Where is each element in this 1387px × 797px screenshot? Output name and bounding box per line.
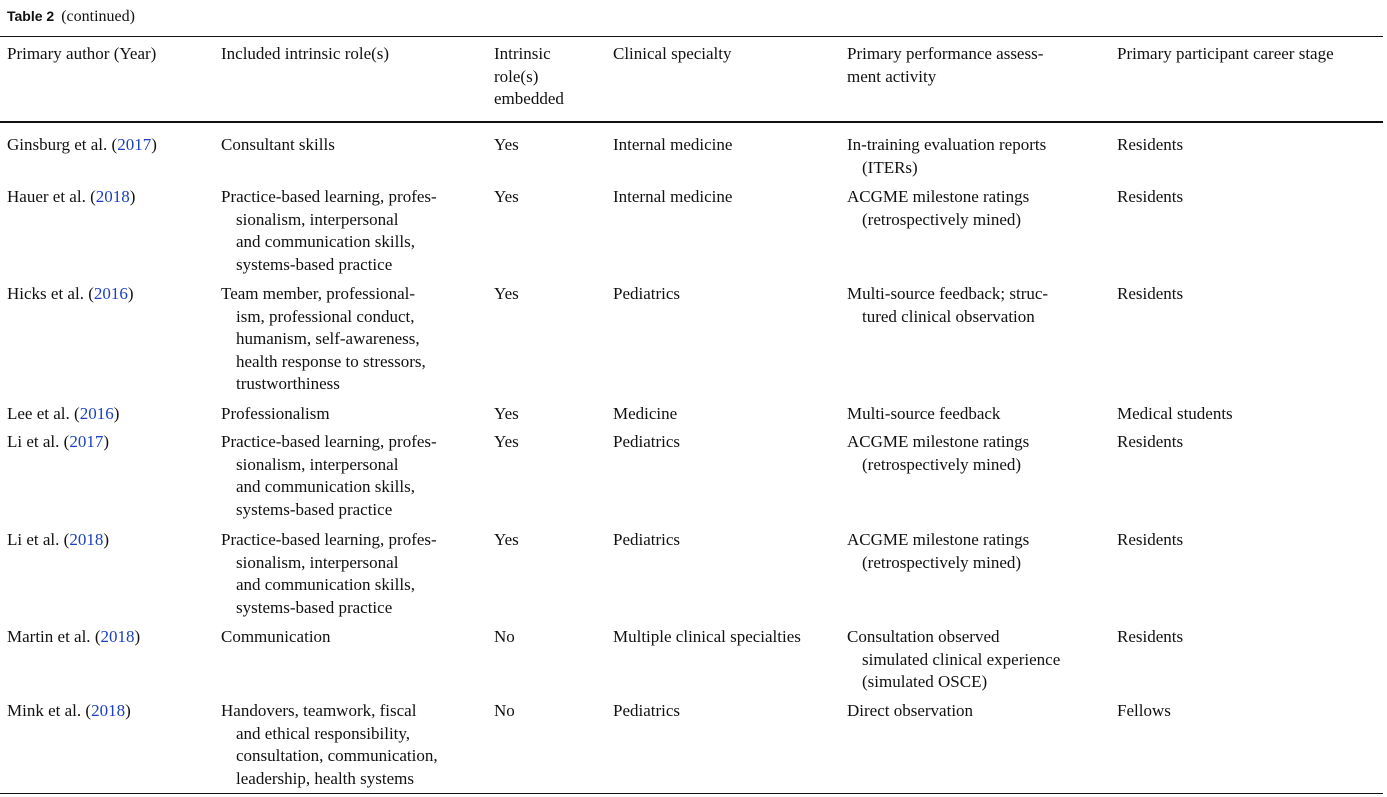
specialty-cell <box>613 529 680 552</box>
roles-line: Professionalism <box>221 404 330 423</box>
activity-line: tured clinical observation <box>862 306 1035 326</box>
roles-line: sionalism, interpersonal <box>236 454 399 474</box>
activity-line: Multi-source feedback <box>847 404 1001 423</box>
embedded-cell <box>494 403 519 426</box>
roles-line: leadership, health systems <box>236 768 414 788</box>
citation-year-link[interactable]: 2016 <box>79 404 114 423</box>
author-name: Hicks et al. <box>7 284 84 303</box>
author-name: Li et al. <box>7 530 60 549</box>
stage-value: Residents <box>1117 135 1184 154</box>
activity-line: (retrospectively mined) <box>862 209 1022 229</box>
roles-line: consultation, communication, <box>236 746 438 766</box>
roles-line: Communication <box>221 627 331 646</box>
citation-year-link[interactable]: 2018 <box>100 627 135 646</box>
stage-value: Medical students <box>1117 404 1233 423</box>
embedded-value: No <box>494 701 515 720</box>
specialty-value: Pediatrics <box>613 701 681 720</box>
table-continued-note: (continued) <box>61 8 135 25</box>
roles-line: humanism, self-awareness, <box>236 329 420 349</box>
activity-line: Multi-source feedback; struc- <box>847 284 1049 303</box>
specialty-value: Pediatrics <box>613 432 681 451</box>
embedded-value: Yes <box>494 530 519 549</box>
activity-line: In-training evaluation reports <box>847 135 1047 154</box>
roles-line: systems-based practice <box>236 597 393 617</box>
header-line: embedded <box>494 89 564 109</box>
specialty-cell <box>613 134 732 157</box>
roles-cell <box>221 403 330 426</box>
author-name: Hauer et al. <box>7 187 86 206</box>
author-name: Li et al. <box>7 432 60 451</box>
activity-cell <box>847 283 1048 328</box>
roles-line: Practice-based learning, profes- <box>221 432 437 451</box>
roles-cell <box>221 186 437 276</box>
activity-cell <box>847 529 1029 574</box>
specialty-value: Pediatrics <box>613 530 681 549</box>
author-cell: Li et al. (2017) <box>7 432 109 451</box>
specialty-cell <box>613 626 801 649</box>
table-bottom-rule <box>0 793 1383 794</box>
activity-cell <box>847 431 1029 476</box>
activity-cell <box>847 626 1060 694</box>
activity-line: Consultation observed <box>847 627 1000 646</box>
specialty-cell <box>613 403 677 426</box>
author-name: Martin et al. <box>7 627 91 646</box>
author-cell: Ginsburg et al. (2017) <box>7 135 157 154</box>
roles-line: Handovers, teamwork, fiscal <box>221 701 417 720</box>
table-caption <box>7 6 135 27</box>
activity-cell <box>847 700 973 723</box>
roles-line: Consultant skills <box>221 135 335 154</box>
stage-cell <box>1117 431 1183 454</box>
roles-cell <box>221 283 426 396</box>
roles-cell <box>221 529 437 619</box>
embedded-cell <box>494 626 515 649</box>
header-line: Primary participant career stage <box>1117 44 1334 63</box>
roles-line: Team member, professional- <box>221 284 416 303</box>
specialty-value: Internal medicine <box>613 187 733 206</box>
header-roles <box>221 43 389 66</box>
author-cell: Hauer et al. (2018) <box>7 187 136 206</box>
specialty-value: Multiple clinical specialties <box>613 627 801 646</box>
author-name: Ginsburg et al. <box>7 135 108 154</box>
embedded-value: Yes <box>494 187 519 206</box>
stage-cell <box>1117 529 1183 552</box>
citation-year-link[interactable]: 2017 <box>69 432 104 451</box>
header-line: ment activity <box>847 66 937 86</box>
specialty-value: Medicine <box>613 404 678 423</box>
embedded-value: Yes <box>494 404 519 423</box>
stage-value: Fellows <box>1117 701 1171 720</box>
embedded-value: Yes <box>494 432 519 451</box>
embedded-cell <box>494 431 519 454</box>
embedded-cell <box>494 283 519 306</box>
activity-line: (simulated OSCE) <box>862 672 988 692</box>
author-cell: Martin et al. (2018) <box>7 627 141 646</box>
embedded-value: Yes <box>494 284 519 303</box>
embedded-cell <box>494 529 519 552</box>
stage-value: Residents <box>1117 284 1184 303</box>
citation-year-link[interactable]: 2018 <box>95 187 130 206</box>
author-name: Mink et al. <box>7 701 82 720</box>
header-stage <box>1117 43 1334 66</box>
activity-line: (retrospectively mined) <box>862 454 1022 474</box>
stage-value: Residents <box>1117 432 1184 451</box>
header-specialty <box>613 43 732 66</box>
stage-cell <box>1117 134 1183 157</box>
activity-line: ACGME milestone ratings <box>847 432 1030 451</box>
citation-year-link[interactable]: 2016 <box>93 284 128 303</box>
activity-line: (retrospectively mined) <box>862 552 1022 572</box>
specialty-cell <box>613 431 680 454</box>
roles-cell <box>221 626 331 649</box>
activity-line: simulated clinical experience <box>862 649 1061 669</box>
table-top-rule <box>0 36 1383 37</box>
embedded-cell <box>494 134 519 157</box>
roles-line: systems-based practice <box>236 254 393 274</box>
roles-line: ism, professional conduct, <box>236 306 415 326</box>
roles-line: and communication skills, <box>236 575 415 595</box>
roles-cell <box>221 700 438 790</box>
roles-cell <box>221 431 437 521</box>
header-line: Clinical specialty <box>613 44 732 63</box>
roles-cell <box>221 134 335 157</box>
embedded-value: Yes <box>494 135 519 154</box>
roles-line: trustworthiness <box>236 374 340 394</box>
header-line: role(s) <box>494 66 539 86</box>
activity-line: Direct observation <box>847 701 974 720</box>
header-line: Intrinsic <box>494 44 551 63</box>
specialty-cell <box>613 186 732 209</box>
embedded-value: No <box>494 627 515 646</box>
stage-value: Residents <box>1117 530 1184 549</box>
roles-line: Practice-based learning, profes- <box>221 187 437 206</box>
citation-year-link[interactable]: 2018 <box>69 530 104 549</box>
roles-line: health response to stressors, <box>236 351 426 371</box>
activity-line: ACGME milestone ratings <box>847 530 1030 549</box>
author-cell: Hicks et al. (2016) <box>7 284 134 303</box>
embedded-cell <box>494 186 519 209</box>
citation-year-link[interactable]: 2017 <box>117 135 152 154</box>
author-cell: Li et al. (2018) <box>7 530 109 549</box>
embedded-cell <box>494 700 515 723</box>
stage-value: Residents <box>1117 187 1184 206</box>
header-author <box>7 43 156 66</box>
table-label: Table 2 <box>7 8 55 24</box>
stage-cell <box>1117 700 1171 723</box>
activity-cell <box>847 134 1046 179</box>
specialty-value: Internal medicine <box>613 135 733 154</box>
header-activity <box>847 43 1043 88</box>
roles-line: and communication skills, <box>236 232 415 252</box>
roles-line: systems-based practice <box>236 499 393 519</box>
stage-cell <box>1117 626 1183 649</box>
roles-line: sionalism, interpersonal <box>236 209 399 229</box>
citation-year-link[interactable]: 2018 <box>91 701 126 720</box>
stage-cell <box>1117 186 1183 209</box>
specialty-cell <box>613 700 680 723</box>
roles-line: and ethical responsibility, <box>236 723 411 743</box>
author-cell: Mink et al. (2018) <box>7 701 131 720</box>
author-cell: Lee et al. (2016) <box>7 404 120 423</box>
stage-cell <box>1117 283 1183 306</box>
activity-cell <box>847 403 1000 426</box>
specialty-cell <box>613 283 680 306</box>
activity-line: ACGME milestone ratings <box>847 187 1030 206</box>
roles-line: sionalism, interpersonal <box>236 552 399 572</box>
header-embedded <box>494 43 564 111</box>
roles-line: Practice-based learning, profes- <box>221 530 437 549</box>
author-name: Lee et al. <box>7 404 70 423</box>
table-header-rule <box>0 121 1383 123</box>
roles-line: and communication skills, <box>236 477 415 497</box>
specialty-value: Pediatrics <box>613 284 681 303</box>
header-line: Primary author (Year) <box>7 44 157 63</box>
activity-line: (ITERs) <box>862 157 918 177</box>
activity-cell <box>847 186 1029 231</box>
stage-value: Residents <box>1117 627 1184 646</box>
header-line: Included intrinsic role(s) <box>221 44 390 63</box>
header-line: Primary performance assess- <box>847 44 1044 63</box>
stage-cell <box>1117 403 1233 426</box>
